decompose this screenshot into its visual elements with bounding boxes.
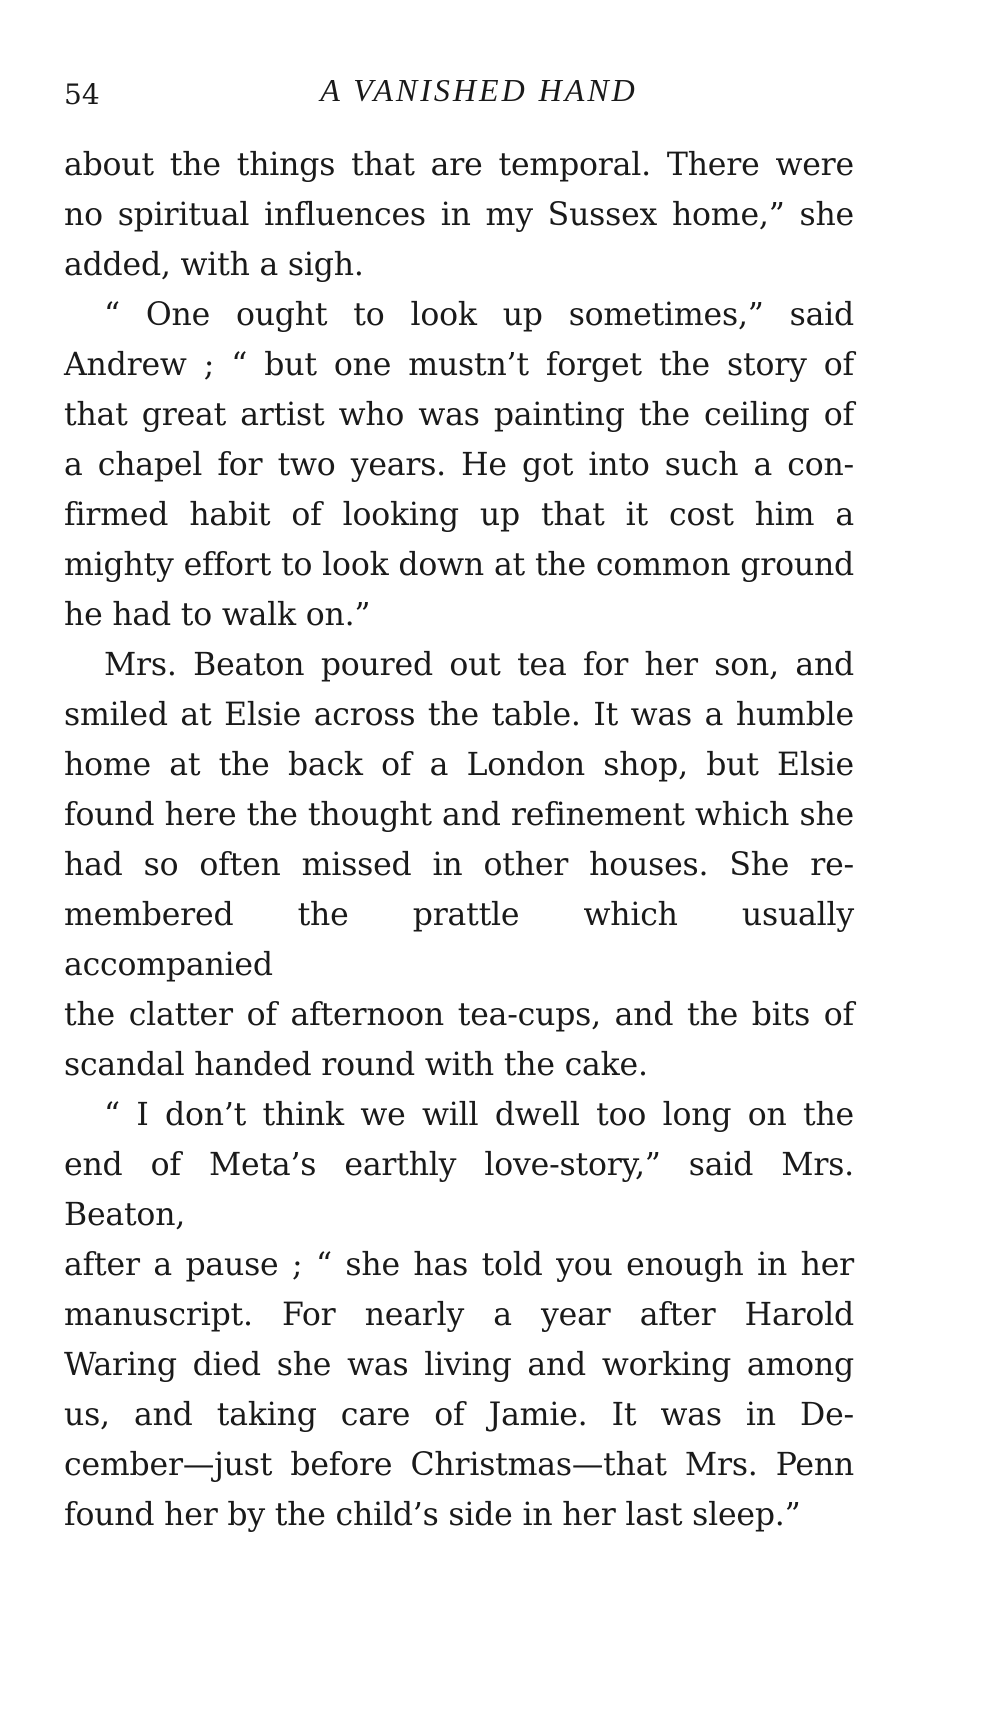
paragraph-3: [64, 640, 854, 1090]
text-line: “ One ought to look up sometimes,” said: [104, 297, 854, 333]
paragraph-4: [64, 1090, 854, 1540]
text-line: end of Meta’s earthly love-story,” said Mrs. Beaton,: [64, 1147, 854, 1233]
body-text: [64, 140, 854, 1540]
text-line: he had to walk on.”: [64, 597, 371, 633]
text-line: found her by the child’s side in her last sleep.”: [64, 1497, 801, 1533]
text-line: us, and taking care of Jamie. It was in De-: [64, 1397, 854, 1433]
text-line: added, with a sigh.: [64, 247, 364, 283]
text-line: had so often missed in other houses. She re-: [64, 847, 854, 883]
text-line: home at the back of a London shop, but Elsie: [64, 747, 854, 783]
text-line: Mrs. Beaton poured out tea for her son, and: [104, 647, 854, 683]
paragraph-1: [64, 140, 854, 290]
text-line: that great artist who was painting the ceiling of: [64, 397, 854, 433]
paragraph-2: [64, 290, 854, 640]
text-line: about the things that are temporal. There were: [64, 147, 854, 183]
text-line: “ I don’t think we will dwell too long on the: [104, 1097, 854, 1133]
text-line: cember—just before Christmas—that Mrs. Penn: [64, 1447, 854, 1483]
text-line: firmed habit of looking up that it cost him a: [64, 497, 854, 533]
running-head: [64, 72, 854, 112]
text-line: a chapel for two years. He got into such a con-: [64, 447, 854, 483]
text-line: no spiritual influences in my Sussex home,” she: [64, 197, 854, 233]
text-line: Andrew ; “ but one mustn’t forget the story of: [64, 347, 854, 383]
text-line: manuscript. For nearly a year after Harold: [64, 1297, 854, 1333]
text-line: found here the thought and refinement which she: [64, 797, 854, 833]
text-line: Waring died she was living and working among: [64, 1347, 854, 1383]
text-line: mighty effort to look down at the common ground: [64, 547, 854, 583]
text-line: after a pause ; “ she has told you enough in her: [64, 1247, 854, 1283]
text-line: scandal handed round with the cake.: [64, 1047, 648, 1083]
text-line: smiled at Elsie across the table. It was a humble: [64, 697, 854, 733]
running-title: A VANISHED HAND: [320, 72, 638, 108]
text-line: the clatter of afternoon tea-cups, and the bits of: [64, 997, 854, 1033]
text-line: membered the prattle which usually accompanied: [64, 897, 854, 983]
page-number: 54: [64, 78, 100, 111]
